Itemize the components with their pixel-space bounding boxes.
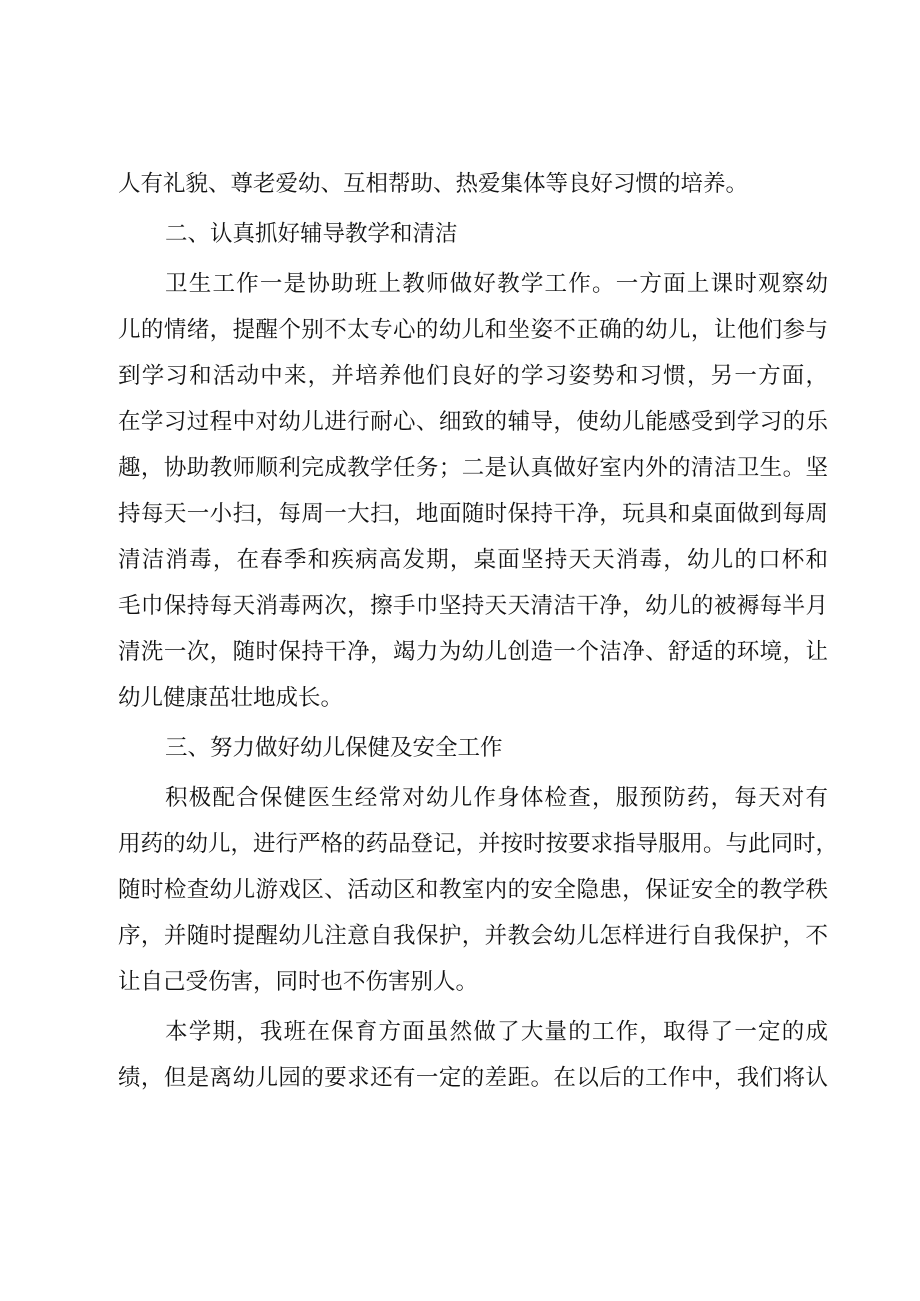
text-line: 积极配合保健医生经常对幼儿作身体检查，服预防药，每天对有 [165,785,828,811]
text-line: 用药的幼儿，进行严格的药品登记，并按时按要求指导服用。与此同时， [118,831,839,857]
section-heading: 三、努力做好幼儿保健及安全工作 [165,735,503,761]
text-line: 人有礼貌、尊老爱幼、互相帮助、热爱集体等良好习惯的培养。 [118,171,749,197]
text-line: 绩，但是离幼儿园的要求还有一定的差距。在以后的工作中，我们将认 [118,1065,828,1091]
text-line: 清洁消毒，在春季和疾病高发期，桌面坚持天天消毒，幼儿的口杯和 [118,547,828,573]
text-line: 持每天一小扫，每周一大扫，地面随时保持干净，玩具和桌面做到每周 [118,501,828,527]
text-line: 到学习和活动中来，并培养他们良好的学习姿势和习惯，另一方面， [118,363,828,389]
text-line: 随时检查幼儿游戏区、活动区和教室内的安全隐患，保证安全的教学秩 [118,877,828,903]
text-line: 序，并随时提醒幼儿注意自我保护，并教会幼儿怎样进行自我保护，不 [118,923,828,949]
text-line: 幼儿健康茁壮地成长。 [118,685,344,711]
text-line: 趣，协助教师顺利完成教学任务；二是认真做好室内外的清洁卫生。坚 [118,455,828,481]
text-line: 儿的情绪，提醒个别不太专心的幼儿和坐姿不正确的幼儿，让他们参与 [118,317,828,343]
text-line: 卫生工作一是协助班上教师做好教学工作。一方面上课时观察幼 [165,271,828,297]
text-line: 让自己受伤害，同时也不伤害别人。 [118,969,479,995]
text-line: 清洗一次，随时保持干净，竭力为幼儿创造一个洁净、舒适的环境，让 [118,639,828,665]
text-line: 本学期，我班在保育方面虽然做了大量的工作，取得了一定的成 [165,1019,828,1045]
text-line: 在学习过程中对幼儿进行耐心、细致的辅导，使幼儿能感受到学习的乐 [118,409,828,435]
section-heading: 二、认真抓好辅导教学和清洁 [165,221,458,247]
text-line: 毛巾保持每天消毒两次，擦手巾坚持天天清洁干净，幼儿的被褥每半月 [118,593,828,619]
